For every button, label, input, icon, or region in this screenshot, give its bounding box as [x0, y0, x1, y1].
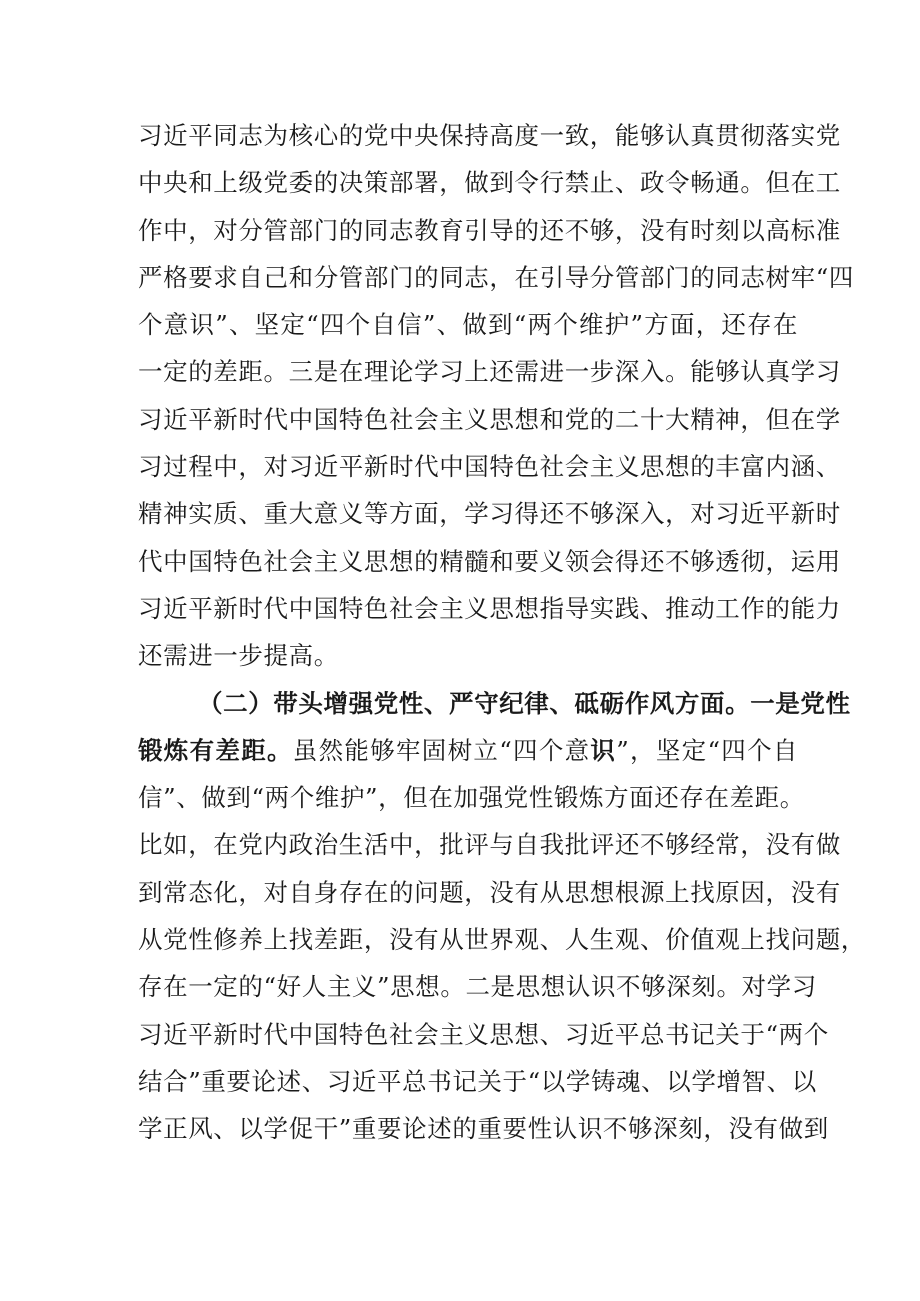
text-line [138, 207, 841, 254]
text-segment: 虽然能够牢固树立“四个意 [292, 735, 591, 765]
text-line [138, 727, 798, 774]
document-body [138, 112, 866, 1153]
text-segment: 代中国特色社会主义思想的精髓和要义领会得还不够透彻，运用 [138, 546, 841, 576]
text-segment: 习过程中，对习近平新时代中国特色社会主义思想的丰富内涵、 [138, 452, 841, 482]
text-line [138, 1105, 829, 1152]
text-segment: 作中，对分管部门的同志教育引导的还不够，没有时刻以高标准 [138, 215, 841, 245]
bold-text-segment: 锻炼有差距。 [138, 735, 293, 765]
text-line [138, 869, 841, 916]
text-segment: 个意识”、坚定“四个自信”、做到“两个维护”方面，还存在 [138, 310, 798, 340]
text-line [138, 301, 798, 348]
text-line [138, 916, 866, 963]
text-line [138, 490, 841, 537]
text-segment: 习近平同志为核心的党中央保持高度一致，能够认真贯彻落实党 [138, 121, 841, 150]
text-segment: 存在一定的“好人主义”思想。二是思想认识不够深刻。对学习 [138, 972, 817, 1002]
text-segment: 结合”重要论述、习近平总书记关于“以学铸魂、以学增智、以 [138, 1066, 817, 1096]
text-segment: 到常态化，对自身存在的问题，没有从思想根源上找原因，没有 [138, 877, 841, 907]
text-line [138, 963, 817, 1010]
text-line [138, 112, 841, 159]
text-segment: 从党性修养上找差距，没有从世界观、人生观、价值观上找问题， [138, 925, 866, 955]
text-line [138, 774, 805, 821]
text-line [138, 821, 841, 868]
text-segment: 一定的差距。三是在理论学习上还需进一步深入。能够认真学习 [138, 357, 841, 387]
text-segment: 比如，在党内政治生活中，批评与自我批评还不够经常，没有做 [138, 830, 841, 860]
text-segment: 学正风、以学促干”重要论述的重要性认识不够深刻，没有做到 [138, 1114, 829, 1144]
text-line [138, 159, 841, 206]
text-line [138, 254, 854, 301]
text-segment: 严格要求自己和分管部门的同志，在引导分管部门的同志树牢“四 [138, 262, 854, 292]
text-line [138, 1058, 817, 1105]
text-segment: 习近平新时代中国特色社会主义思想和党的二十大精神，但在学 [138, 404, 841, 434]
text-line [138, 538, 841, 585]
text-line [138, 396, 841, 443]
text-segment: 习近平新时代中国特色社会主义思想指导实践、推动工作的能力 [138, 593, 841, 623]
text-segment: 中央和上级党委的决策部署，做到令行禁止、政令畅通。但在工 [138, 168, 841, 198]
text-line [138, 680, 851, 727]
text-segment: ”，坚定“四个自 [616, 735, 798, 765]
text-segment: 信”、做到“两个维护”，但在加强党性锻炼方面还存在差距。 [138, 783, 805, 813]
text-line [138, 632, 798, 679]
text-line [138, 443, 841, 490]
bold-text-segment: （二）带头增强党性、严守纪律、砥砺作风方面。一是党性 [198, 688, 851, 718]
text-line [138, 1011, 829, 1058]
text-segment: 还需进一步提高。 [138, 641, 339, 671]
text-segment: 精神实质、重大意义等方面，学习得还不够深入，对习近平新时 [138, 499, 841, 529]
text-line [138, 348, 841, 395]
bold-text-segment: 识 [590, 735, 617, 765]
text-line [138, 585, 841, 632]
text-segment: 习近平新时代中国特色社会主义思想、习近平总书记关于“两个 [138, 1019, 829, 1049]
